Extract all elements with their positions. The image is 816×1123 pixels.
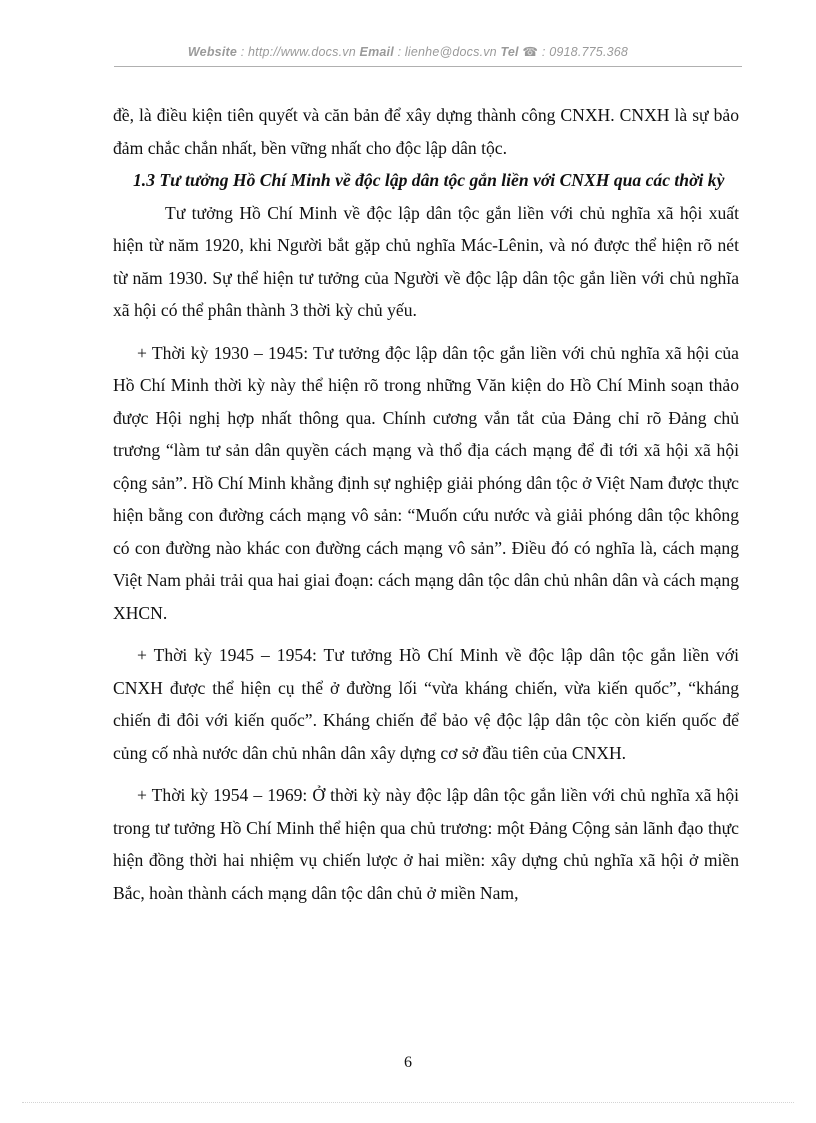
paragraph-period-1930-1945: + Thời kỳ 1930 – 1945: Tư tưởng độc lập dân tộc gắn liền với chủ nghĩa xã hội của Hồ Chí Minh thời kỳ này thể hiện rõ trong những Văn kiện do Hồ Chí Minh soạn thảo được Hội nghị hợp nhất thông qua. Chính cương vắn tắt của Đảng chỉ rõ Đảng chủ trương “làm tư sản dân quyền cách mạng và thổ địa cách mạng để đi tới xã hội xã hội cộng sản”. Hồ Chí Minh khẳng định sự nghiệp giải phóng dân tộc ở Việt Nam được thực hiện bằng con đường cách mạng vô sản: “Muốn cứu nước và giải phóng dân tộc không có con đường nào khác con đường cách mạng vô sản”. Điều đó có nghĩa là, cách mạng Việt Nam phải trải qua hai giai đoạn: cách mạng dân tộc dân chủ nhân dân và cách mạng XHCN. (113, 342, 739, 623)
tel-value: : 0918.775.368 (538, 45, 629, 59)
page-header (0, 44, 816, 59)
header-divider (114, 66, 742, 67)
page-number: 6 (404, 1054, 412, 1071)
document-body (113, 99, 739, 909)
website-value: : http://www.docs.vn (237, 45, 360, 59)
tel-label: Tel (500, 45, 519, 59)
section-heading: 1.3 Tư tưởng Hồ Chí Minh về độc lập dân tộc gắn liền với CNXH qua các thời kỳ (133, 170, 725, 190)
paragraph-continuation: đề, là điều kiện tiên quyết và căn bản để xây dựng thành công CNXH. CNXH là sự bảo đảm chắc chắn nhất, bền vững nhất cho độc lập dân tộc. (113, 105, 739, 158)
phone-icon: ☎ (522, 45, 539, 59)
page-bottom-divider (22, 1102, 794, 1103)
paragraph-intro: Tư tưởng Hồ Chí Minh về độc lập dân tộc gắn liền với chủ nghĩa xã hội xuất hiện từ năm 1920, khi Người bắt gặp chủ nghĩa Mác-Lênin, và nó được thể hiện rõ nét từ năm 1930. Sự thể hiện tư tưởng của Người về độc lập dân tộc gắn liền với chủ nghĩa xã hội có thể phân thành 3 thời kỳ chủ yếu. (113, 202, 739, 320)
paragraph-period-1954-1969: + Thời kỳ 1954 – 1969: Ở thời kỳ này độc lập dân tộc gắn liền với chủ nghĩa xã hội trong tư tưởng Hồ Chí Minh thể hiện qua chủ trương: một Đảng Cộng sản lãnh đạo thực hiện đồng thời hai nhiệm vụ chiến lược ở hai miền: xây dựng chủ nghĩa xã hội ở miền Bắc, hoàn thành cách mạng dân tộc dân chủ ở miền Nam, (113, 785, 739, 903)
email-label: Email (359, 45, 394, 59)
website-label: Website (187, 45, 238, 59)
paragraph-period-1945-1954: + Thời kỳ 1945 – 1954: Tư tưởng Hồ Chí Minh về độc lập dân tộc gắn liền với CNXH được thể hiện cụ thể ở đường lối “vừa kháng chiến, vừa kiến quốc”, “kháng chiến đi đôi với kiến quốc”. Kháng chiến để bảo vệ độc lập dân tộc còn kiến quốc để củng cố nhà nước dân chủ nhân dân xây dựng cơ sở đầu tiên của CNXH. (113, 645, 739, 763)
email-value: : lienhe@docs.vn (393, 45, 501, 59)
